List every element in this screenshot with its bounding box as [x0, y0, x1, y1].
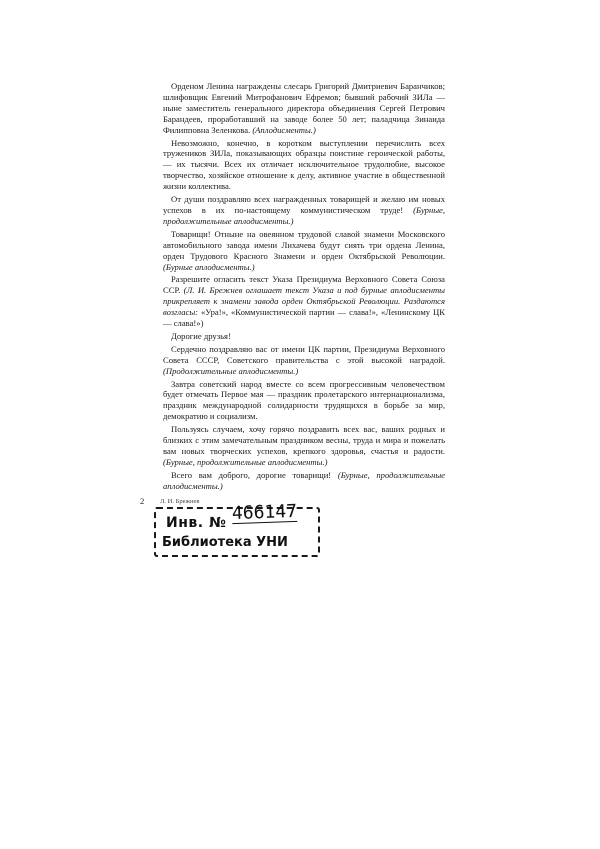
paragraph-text: Товарищи! Отныне на овеянном трудовой славой знамени Московского автомобильного завода имени Лихачева будут сиять три ордена Ленина, орден Трудового Красного Знамени и орден Октябрьской Революции.: [163, 228, 445, 261]
stamp-inventory-number: 466147: [231, 500, 298, 525]
paragraph-party-congrats: [163, 344, 445, 377]
paragraph-remark: (Бурные, продолжительные аплодисменты.): [163, 204, 445, 226]
paragraph-text: Завтра советский народ вместе со всем прогрессивным человечеством будет отмечать Первое мая — праздник пролетарского интернационализма, праздник международной солидарности трудящихся в борьбе за мир, демократию и социализм.: [163, 378, 445, 422]
paragraph-remark: (Продолжительные аплодисменты.): [163, 365, 299, 376]
paragraph-congratulations: [163, 194, 445, 227]
paragraph-text: Разрешите огласить текст Указа Президиума Верховного Совета Союза ССР.: [163, 274, 445, 296]
paragraph-decree: [163, 274, 445, 329]
paragraph-greeting: [163, 331, 445, 342]
paragraph-awards: [163, 81, 445, 136]
paragraph-farewell: [163, 470, 445, 492]
paragraph-remark: (Бурные, продолжительные аплодисменты.): [163, 456, 328, 467]
stamp-inventory-label: Инв. №: [166, 515, 227, 531]
paragraph-workers: [163, 138, 445, 193]
paragraph-remark: (Аплодисменты.): [252, 124, 316, 135]
paragraph-banner: [163, 229, 445, 273]
paragraph-text: Сердечно поздравляю вас от имени ЦК партии, Президиума Верховного Совета СССР, Советского правительства с этой высокой наградой.: [163, 343, 445, 365]
paragraph-text: Пользуясь случаем, хочу горячо поздравить всех вас, ваших родных и близких с этим замечательным праздником весны, труда и мира и пожелать вам новых творческих успехов, крепкого здоровья, счастья и радости.: [163, 424, 445, 456]
page-number: 2: [140, 496, 145, 506]
paragraph-exclamations: «Ура!», «Коммунистической партии — слава!», «Ленинскому ЦК — слава!»): [163, 307, 445, 329]
paragraph-remark: (Бурные аплодисменты.): [163, 261, 255, 272]
speech-text: [163, 81, 445, 494]
paragraph-remark: (Бурные, продолжительные аплодисменты.): [163, 469, 445, 491]
paragraph-wishes: [163, 424, 445, 468]
paragraph-may-day: [163, 379, 445, 423]
stamp-library-name: Библиотека УНИ: [162, 535, 288, 550]
paragraph-text: От души поздравляю всех награжденных товарищей и желаю им новых успехов в их по-настоящему коммунистическом труде!: [163, 194, 445, 215]
paragraph-text: Невозможно, конечно, в коротком выступлении перечислить всех тружеников ЗИЛа, показывающих образцы поистине героической работы, — их тысячи. Всех их отличает исключительное трудолюбие, высокое творчество, хозяйское отношение к делу, активное участие в общественной жизни коллектива.: [163, 137, 445, 192]
paragraph-text: Дорогие друзья!: [171, 330, 231, 341]
paragraph-remark: (Л. И. Брежнев оглашает текст Указа и под бурные аплодисменты прикрепляет к знамени завода орден Октябрьской Революции. Раздаются возгласы:: [163, 285, 445, 318]
source-line: Л. И. Брежнев: [160, 498, 200, 505]
paragraph-text: Орденом Ленина награждены слесарь Григорий Дмитриевич Баранчиков; шлифовщик Евгений Митрофанович Ефремов; бывший рабочий ЗИЛа — ныне заместитель генерального директора объединения Сергей Петрович Барандеев, проработавший на заводе более 50 лет; паладчица Зинаида Филипповна Зеленкова.: [163, 81, 445, 135]
paragraph-text: Всего вам доброго, дорогие товарищи!: [171, 469, 332, 480]
